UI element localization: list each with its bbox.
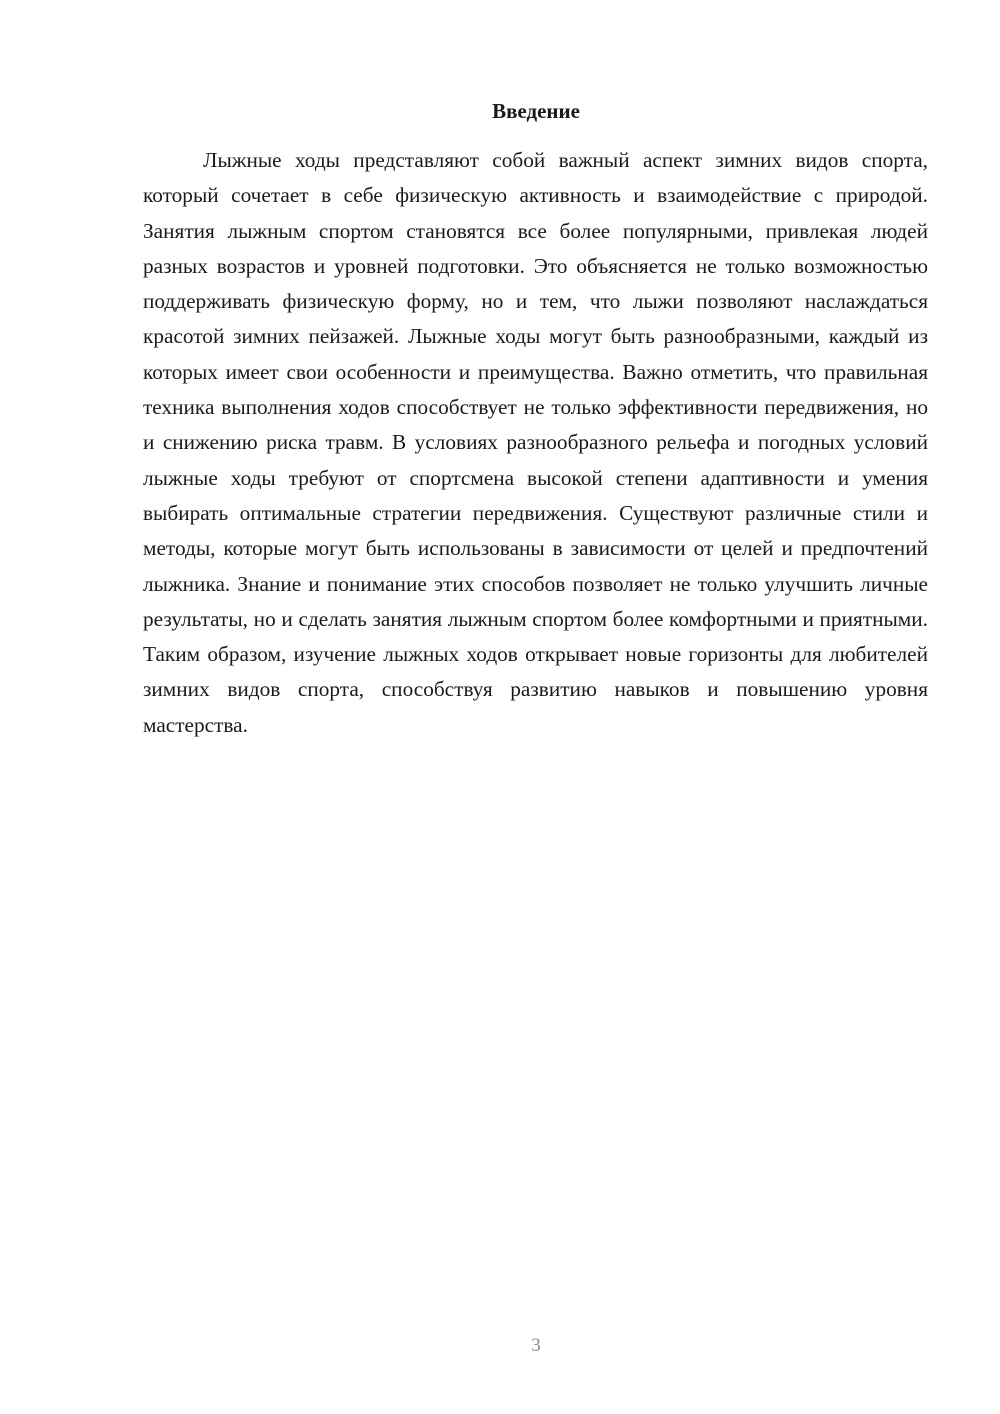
body-paragraph: Лыжные ходы представляют собой важный аспект зимних видов спорта, который сочетает в себе физическую активность и взаимодействие с природой. Занятия лыжным спортом становятся все более популярными, привлекая людей разных возрастов и уровней подготовки. Это объясняется не только возможностью поддерживать физическую форму, но и тем, что лыжи позволяют наслаждаться красотой зимних пейзажей. Лыжные ходы могут быть разнообразными, каждый из которых имеет свои особенности и преимущества. Важно отметить, что правильная техника выполнения ходов способствует не только эффективности передвижения, но и снижению риска травм. В условиях разнообразного рельефа и погодных условий лыжные ходы требуют от спортсмена высокой степени адаптивности и умения выбирать оптимальные стратегии передвижения. Существуют различные стили и методы, которые могут быть использованы в зависимости от целей и предпочтений лыжника. Знание и понимание этих способов позволяет не только улучшить личные результаты, но и сделать занятия лыжным спортом более комфортными и приятными. Таким образом, изучение лыжных ходов открывает новые горизонты для любителей зимних видов спорта, способствуя развитию навыков и повышению уровня мастерства. [143,148,928,737]
section-heading: Введение [492,99,580,123]
page-number: 3 [531,1335,541,1356]
